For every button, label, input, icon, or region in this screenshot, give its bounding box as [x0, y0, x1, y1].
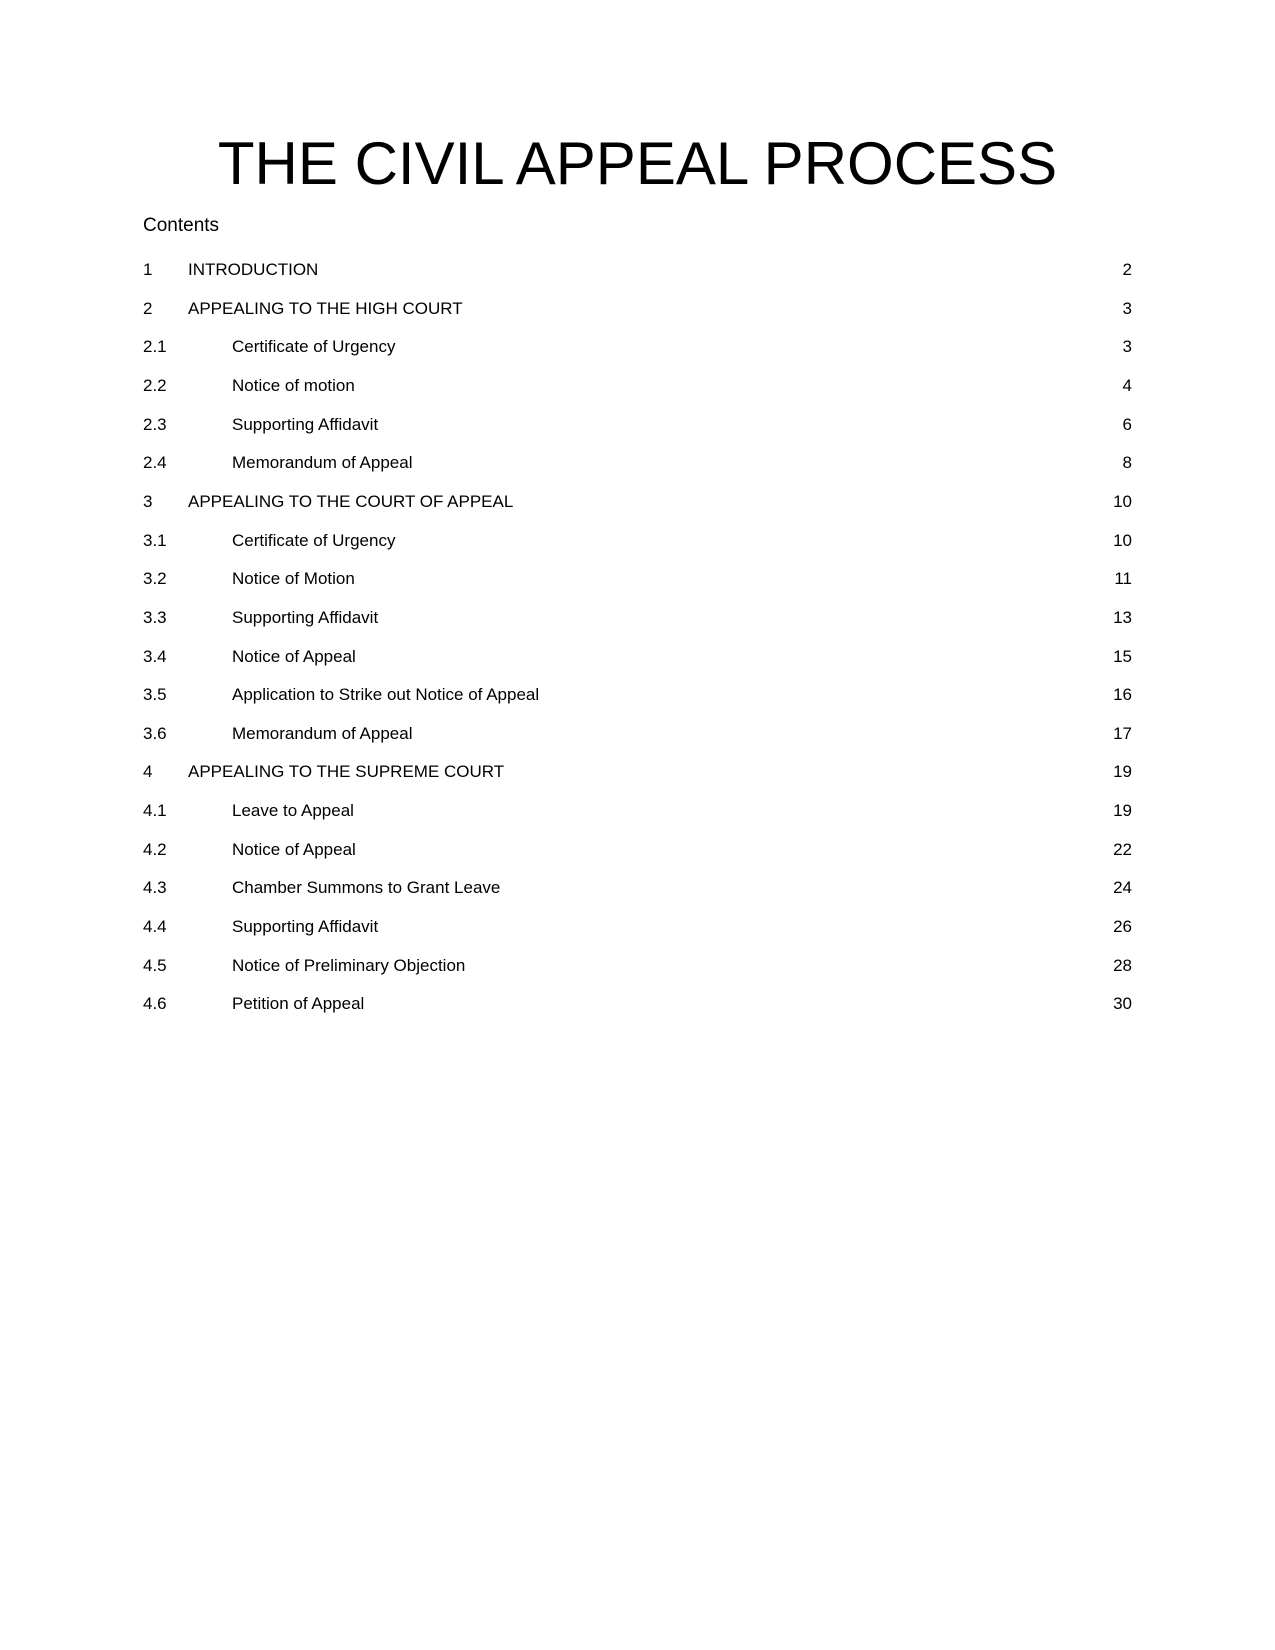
toc-entry-page: 8: [1122, 453, 1132, 473]
toc-entry-page: 16: [1113, 685, 1132, 705]
toc-entry-page: 3: [1122, 337, 1132, 357]
toc-row[interactable]: [143, 599, 1132, 638]
toc-row[interactable]: [143, 483, 1132, 522]
document-title: THE CIVIL APPEAL PROCESS: [217, 130, 1058, 197]
toc-entry-page: 10: [1113, 491, 1132, 511]
toc-entry-number: 2.1: [143, 337, 167, 357]
toc-entry-page: 28: [1113, 955, 1132, 975]
toc-row[interactable]: [143, 985, 1132, 1024]
toc-entry-label: Leave to Appeal: [232, 801, 354, 821]
toc-entry-number: 3.4: [143, 646, 167, 666]
toc-list: [143, 251, 1132, 1024]
toc-row[interactable]: [143, 560, 1132, 599]
toc-entry-label: Notice of Preliminary Objection: [232, 955, 466, 975]
toc-entry-number: 4.6: [143, 994, 167, 1014]
toc-entry-page: 11: [1114, 569, 1132, 589]
contents-heading: Contents: [143, 215, 220, 236]
toc-entry-page: 17: [1113, 723, 1132, 743]
toc-entry-label: APPEALING TO THE COURT OF APPEAL: [188, 491, 514, 511]
toc-row[interactable]: [143, 290, 1132, 329]
toc-entry-label: Supporting Affidavit: [232, 414, 379, 434]
toc-entry-number: 3: [143, 491, 153, 511]
toc-entry-number: 4.2: [143, 839, 167, 859]
toc-entry-number: 4.3: [143, 878, 167, 898]
toc-entry-page: 19: [1113, 801, 1132, 821]
toc-entry-label: Memorandum of Appeal: [232, 723, 413, 743]
toc-entry-number: 2.2: [143, 376, 167, 396]
toc-entry-label: Notice of motion: [232, 376, 355, 396]
toc-entry-label: Notice of Appeal: [232, 839, 356, 859]
toc-entry-label: Notice of Appeal: [232, 646, 356, 666]
toc-row[interactable]: [143, 715, 1132, 754]
toc-row[interactable]: [143, 251, 1132, 290]
toc-entry-label: Application to Strike out Notice of Appeal: [232, 685, 540, 705]
toc-row[interactable]: [143, 521, 1132, 560]
toc-row[interactable]: [143, 367, 1132, 406]
toc-entry-page: 3: [1122, 298, 1132, 318]
toc-entry-number: 2.3: [143, 414, 167, 434]
toc-row[interactable]: [143, 792, 1132, 831]
toc-entry-number: 4.4: [143, 917, 167, 937]
toc-entry-label: Chamber Summons to Grant Leave: [232, 878, 501, 898]
toc-row[interactable]: [143, 831, 1132, 870]
toc-entry-number: 1: [143, 260, 153, 280]
toc-entry-label: Petition of Appeal: [232, 994, 365, 1014]
toc-entry-page: 19: [1113, 762, 1132, 782]
toc-row[interactable]: [143, 328, 1132, 367]
toc-entry-page: 22: [1113, 839, 1132, 859]
toc-entry-number: 3.3: [143, 607, 167, 627]
toc-entry-number: 4.5: [143, 955, 167, 975]
toc-entry-number: 3.2: [143, 569, 167, 589]
toc-entry-page: 13: [1113, 607, 1132, 627]
toc-entry-label: APPEALING TO THE SUPREME COURT: [188, 762, 505, 782]
toc-entry-page: 4: [1122, 376, 1132, 396]
toc-row[interactable]: [143, 908, 1132, 947]
toc-entry-page: 24: [1113, 878, 1132, 898]
toc-entry-number: 2: [143, 298, 153, 318]
toc-entry-label: APPEALING TO THE HIGH COURT: [188, 298, 463, 318]
toc-entry-page: 26: [1113, 917, 1132, 937]
toc-entry-page: 15: [1113, 646, 1132, 666]
toc-row[interactable]: [143, 444, 1132, 483]
toc-entry-label: Memorandum of Appeal: [232, 453, 413, 473]
toc-row[interactable]: [143, 947, 1132, 986]
toc-entry-label: Certificate of Urgency: [232, 337, 396, 357]
toc-entry-page: 6: [1122, 414, 1132, 434]
toc-entry-label: Supporting Affidavit: [232, 607, 379, 627]
toc-row[interactable]: [143, 869, 1132, 908]
toc-row[interactable]: [143, 637, 1132, 676]
toc-entry-number: 3.6: [143, 723, 167, 743]
toc-entry-number: 2.4: [143, 453, 167, 473]
toc-entry-number: 4: [143, 762, 153, 782]
toc-row[interactable]: [143, 676, 1132, 715]
toc-entry-page: 2: [1122, 260, 1132, 280]
toc-entry-label: Certificate of Urgency: [232, 530, 396, 550]
toc-entry-page: 10: [1113, 530, 1132, 550]
toc-entry-number: 3.5: [143, 685, 167, 705]
toc-row[interactable]: [143, 753, 1132, 792]
toc-entry-label: INTRODUCTION: [188, 260, 319, 280]
toc-entry-label: Supporting Affidavit: [232, 917, 379, 937]
toc-entry-number: 4.1: [143, 801, 167, 821]
toc-entry-number: 3.1: [143, 530, 167, 550]
toc-entry-label: Notice of Motion: [232, 569, 355, 589]
toc-entry-page: 30: [1113, 994, 1132, 1014]
toc-row[interactable]: [143, 406, 1132, 445]
